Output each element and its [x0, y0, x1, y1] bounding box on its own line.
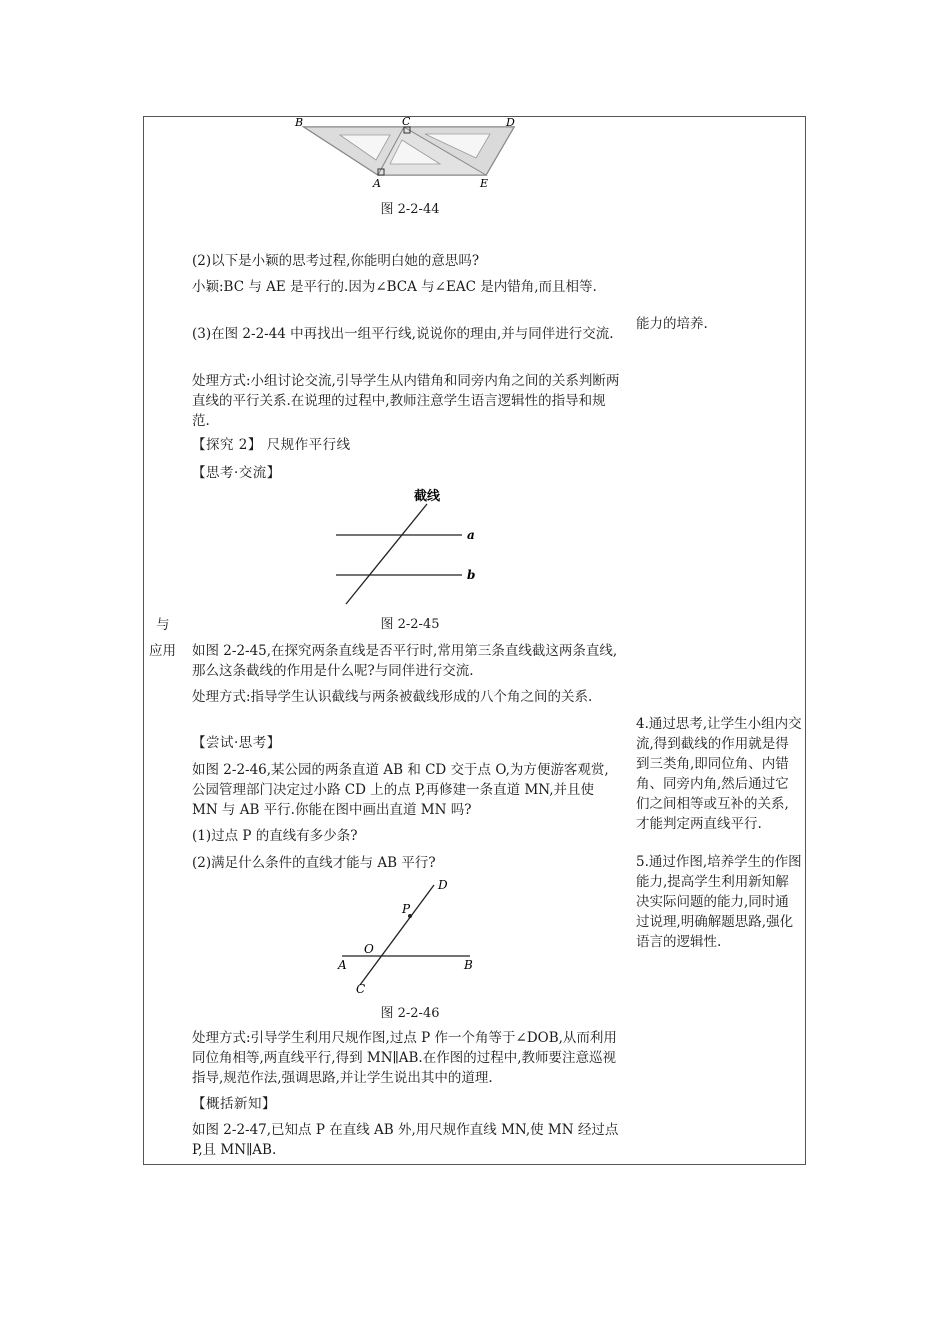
fig46-label-p: P: [402, 902, 411, 916]
line-a-label: a: [467, 528, 475, 542]
paragraph-method-1: 处理方式:小组讨论交流,引导学生从内错角和同旁内角之间的关系判断两直线的平行关系.在说理的过程中,教师注意学生语言逻辑性的指导和规范.: [192, 373, 620, 429]
fig44-label-b: B: [295, 116, 304, 129]
fig44-label-a: A: [373, 177, 381, 190]
paragraph-transversal: 如图 2-2-45,在探究两条直线是否平行时,常用第三条直线截这两条直线,那么这条截线的作用是什么呢?与同伴进行交流.: [192, 643, 618, 679]
figure-2-2-45: [330, 484, 490, 608]
figure-2-2-44-caption: 图 2-2-44: [380, 202, 440, 217]
side-note-ability: 能力的培养.: [636, 316, 708, 332]
paragraph-method-3: 处理方式:引导学生利用尺规作图,过点 P 作一个角等于∠DOB,从而利用同位角相等,两直线平行,得到 MN∥AB.在作图的过程中,教师要注意巡视指导,规范作法,强调思路,并让学生说出其中的道理.: [192, 1030, 617, 1086]
left-column-char-2: 应用: [149, 643, 176, 659]
question-1: (1)过点 P 的直线有多少条?: [192, 828, 358, 844]
question-2: (2)满足什么条件的直线才能与 AB 平行?: [192, 855, 436, 871]
transversal-label: 截线: [414, 489, 441, 504]
fig44-label-c: C: [402, 115, 411, 128]
figure-2-2-45-caption: 图 2-2-45: [380, 617, 440, 632]
left-column-char-1: 与: [156, 617, 170, 633]
heading-think-exchange: 【思考·交流】: [192, 465, 281, 481]
fig46-label-o: O: [364, 942, 374, 956]
heading-summarize: 【概括新知】: [192, 1096, 276, 1112]
fig46-label-b: B: [464, 958, 473, 972]
paragraph-xiaoying: 小颖:BC 与 AE 是平行的.因为∠BCA 与∠EAC 是内错角,而且相等.: [192, 279, 597, 295]
figure-2-2-44: [290, 114, 530, 190]
paragraph-park: 如图 2-2-46,某公园的两条直道 AB 和 CD 交于点 O,为方便游客观赏,公园管理部门决定过小路 CD 上的点 P,再修建一条直道 MN,并且使 MN 与 AB 平行.你能在图中画出直道 MN 吗?: [192, 762, 609, 818]
fig46-label-d: D: [438, 878, 448, 892]
line-cd: [360, 885, 434, 985]
fig46-label-a: A: [338, 958, 347, 972]
figure-2-2-46-caption: 图 2-2-46: [380, 1006, 440, 1021]
transversal-line: [346, 504, 427, 604]
fig44-label-e: E: [480, 177, 489, 190]
paragraph-3: (3)在图 2-2-44 中再找出一组平行线,说说你的理由,并与同伴进行交流.: [192, 326, 614, 342]
fig46-label-c: C: [356, 982, 366, 996]
side-note-4: 4.通过思考,让学生小组内交流,得到截线的作用就是得到三类角,即同位角、内错角、同旁内角,然后通过它们之间相等或互补的关系,才能判定两直线平行.: [636, 716, 802, 832]
heading-try-think: 【尝试·思考】: [192, 735, 281, 751]
line-b-label: b: [467, 568, 476, 582]
paragraph-2: (2)以下是小颖的思考过程,你能明白她的意思吗?: [192, 253, 480, 269]
fig44-label-d: D: [506, 116, 515, 129]
figure-2-2-46: [330, 873, 490, 997]
side-note-5: 5.通过作图,培养学生的作图能力,提高学生利用新知解决实际问题的能力,同时通过说理,明确解题思路,强化语言的逻辑性.: [636, 854, 802, 950]
paragraph-fig-47: 如图 2-2-47,已知点 P 在直线 AB 外,用尺规作直线 MN,使 MN 经过点 P,且 MN∥AB.: [192, 1122, 619, 1158]
paragraph-method-2: 处理方式:指导学生认识截线与两条被截线形成的八个角之间的关系.: [192, 689, 593, 705]
heading-explore-2: 【探究 2】 尺规作平行线: [192, 437, 351, 453]
